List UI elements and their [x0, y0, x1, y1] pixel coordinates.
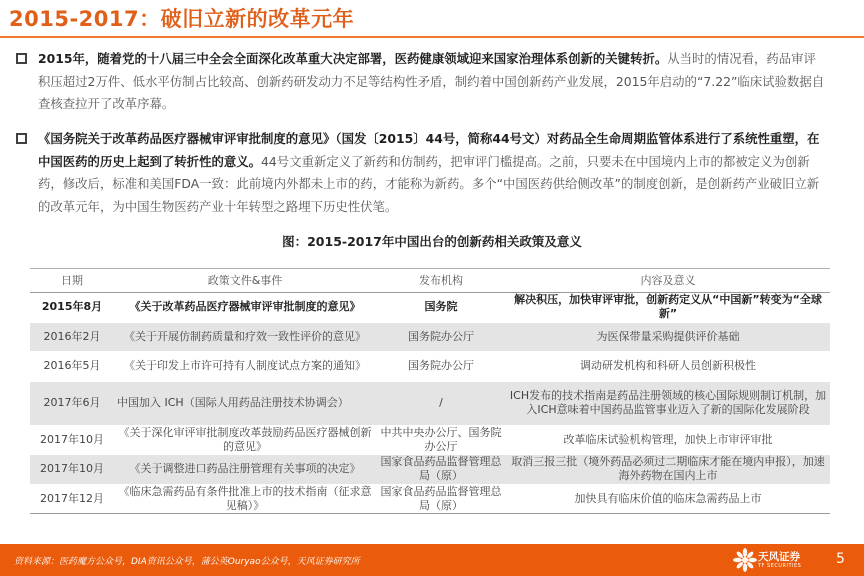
cell-policy: 《关于印发上市许可持有人制度试点方案的通知》	[114, 352, 376, 382]
cell-policy: 《关于调整进口药品注册管理有关事项的决定》	[114, 455, 376, 485]
table-row	[30, 322, 830, 352]
bullet-1-text: 从当时的情况看，药品审评积压超过2万件、低水平仿制占比较高、创新药研发动力不足等结构性矛盾，制约着中国创新药产业发展，2015年启动的“7.22”临床试验数据自查核查拉开了改革序幕。	[38, 51, 825, 111]
cell-agency: 中共中央办公厅、国务院办公厅	[376, 425, 506, 455]
cell-date: 2017年6月	[30, 381, 114, 425]
cell-date: 2017年10月	[30, 455, 114, 485]
table-row	[30, 381, 830, 425]
table-header-row	[30, 269, 830, 293]
policy-table	[30, 268, 830, 514]
page-number: 5	[836, 551, 845, 567]
cell-date: 2017年10月	[30, 425, 114, 455]
bullet-paragraph-1	[38, 48, 828, 116]
bullet-1-bold: 2015年，随着党的十八届三中全会全面深化改革重大决定部署，医药健康领域迎来国家治理体系创新的关键转折。	[38, 51, 668, 66]
table-row	[30, 484, 830, 514]
header-date: 日期	[30, 269, 114, 293]
figure-caption: 图：2015-2017年中国出台的创新药相关政策及意义	[282, 234, 582, 249]
cell-meaning: ICH发布的技术指南是药品注册领域的核心国际规则制订机制，加入ICH意味着中国药品监管事业迈入了新的国际化发展阶段	[506, 381, 830, 425]
cell-agency: 国务院办公厅	[376, 352, 506, 382]
header-policy: 政策文件&事件	[114, 269, 376, 293]
logo-subtext: TF SECURITIES	[758, 563, 802, 569]
title-divider	[0, 36, 864, 38]
cell-meaning: 改革临床试验机构管理，加快上市审评审批	[506, 425, 830, 455]
cell-meaning: 取消三报三批（境外药品必须过二期临床才能在境内申报），加速海外药物在国内上市	[506, 455, 830, 485]
cell-meaning: 调动研发机构和科研人员创新积极性	[506, 352, 830, 382]
header-agency: 发布机构	[376, 269, 506, 293]
cell-date: 2016年5月	[30, 352, 114, 382]
table-row	[30, 293, 830, 323]
cell-policy: 《关于改革药品医疗器械审评审批制度的意见》	[114, 293, 376, 323]
logo-text: 天风证券	[758, 551, 800, 563]
cell-meaning: 加快具有临床价值的临床急需药品上市	[506, 484, 830, 514]
cell-date: 2015年8月	[30, 293, 114, 323]
bullet-paragraph-2	[38, 128, 828, 218]
cell-policy: 《关于开展仿制药质量和疗效一致性评价的意见》	[114, 322, 376, 352]
cell-agency: /	[376, 381, 506, 425]
cell-agency: 国务院	[376, 293, 506, 323]
square-bullet-icon	[16, 53, 27, 64]
cell-policy: 《临床急需药品有条件批准上市的技术指南（征求意见稿）》	[114, 484, 376, 514]
page-title: 2015-2017：破旧立新的改革元年	[9, 7, 355, 31]
table-row	[30, 352, 830, 382]
cell-agency: 国家食品药品监督管理总局（原）	[376, 455, 506, 485]
footer-source: 资料来源：医药魔方公众号，DIA资讯公众号，蒲公英Ouryao公众号，天风证券研究所	[14, 557, 360, 567]
cell-date: 2017年12月	[30, 484, 114, 514]
cell-agency: 国务院办公厅	[376, 322, 506, 352]
cell-meaning: 为医保带量采购提供评价基础	[506, 322, 830, 352]
cell-agency: 国家食品药品监督管理总局（原）	[376, 484, 506, 514]
square-bullet-icon	[16, 133, 27, 144]
cell-policy: 《关于深化审评审批制度改革鼓励药品医疗器械创新的意见》	[114, 425, 376, 455]
cell-policy: 中国加入 ICH（国际人用药品注册技术协调会）	[114, 381, 376, 425]
bullet-2-bold: 《国务院关于改革药品医疗器械审评审批制度的意见》（国发〔2015〕44号，简称44号文）对药品全生命周期监管体系进行了系统性重塑，在中国医药的历史上起到了转折性的意义。	[38, 131, 820, 169]
table-row	[30, 425, 830, 455]
header-meaning: 内容及意义	[506, 269, 830, 293]
table-row	[30, 455, 830, 485]
cell-meaning: 解决积压，加快审评审批，创新药定义从“中国新”转变为“全球新”	[506, 293, 830, 323]
bullet-2-text: 44号文重新定义了新药和仿制药，把审评门槛提高。之前，只要未在中国境内上市的都被定义为创新药，修改后，标准和美国FDA一致：此前境内外都未上市的药，才能称为新药。多个“中国医药供给侧改革”的制度创新，是创新药产业破旧立新的改革元年，为中国生物医药产业十年转型之路埋下历史性伏笔。	[38, 153, 820, 214]
cell-date: 2016年2月	[30, 322, 114, 352]
